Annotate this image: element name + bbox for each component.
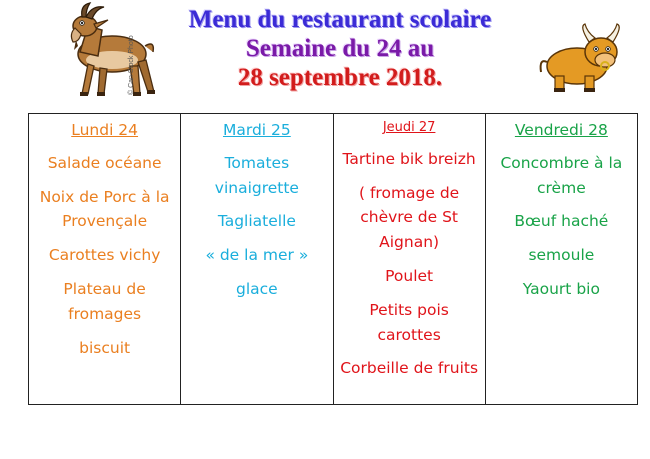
menu-header (150, 6, 530, 92)
week-dates: 28 septembre 2018. (237, 63, 443, 91)
menu-item: Tartine bik breizh (342, 149, 476, 168)
day-heading: Vendredi 28 (514, 121, 608, 139)
day-column-mardi (181, 114, 333, 405)
week-subtitle: Semaine du 24 au (245, 34, 435, 62)
menu-item: semoule (528, 246, 595, 265)
menu-item: Petits pois carottes (369, 300, 449, 344)
menu-item: « de la mer » (205, 246, 309, 265)
menu-item: Bœuf haché (514, 212, 609, 231)
menu-item: ( fromage de chèvre de St Aignan) (359, 183, 460, 252)
menu-item: Poulet (385, 266, 434, 285)
menu-item: biscuit (79, 338, 131, 357)
menu-item: Tagliatelle (217, 212, 296, 231)
day-column-jeudi (333, 114, 485, 405)
day-heading: Lundi 24 (71, 121, 139, 139)
menu-item: Noix de Porc à la Provençale (39, 187, 170, 231)
menu-item: Carottes vichy (48, 246, 161, 265)
menu-item: Salade océane (47, 153, 162, 172)
menu-item: Plateau de fromages (63, 279, 146, 323)
day-column-lundi (29, 114, 181, 405)
menu-item: glace (236, 279, 278, 298)
menu-row (29, 114, 638, 405)
menu-item: Concombre à la crème (500, 153, 623, 197)
page-title: Menu du restaurant scolaire (188, 6, 492, 33)
day-heading: Mardi 25 (222, 121, 291, 139)
day-column-vendredi (485, 114, 637, 405)
menu-item: Corbeille de fruits (340, 359, 479, 378)
watermark-text: © Can Stock Photo (128, 35, 135, 95)
menu-item: Tomates vinaigrette (214, 153, 299, 197)
goat-illustration (30, 2, 160, 102)
bull-illustration (535, 22, 625, 94)
day-heading: Jeudi 27 (382, 120, 436, 135)
menu-table (28, 113, 638, 405)
menu-item: Yaourt bio (522, 279, 600, 298)
